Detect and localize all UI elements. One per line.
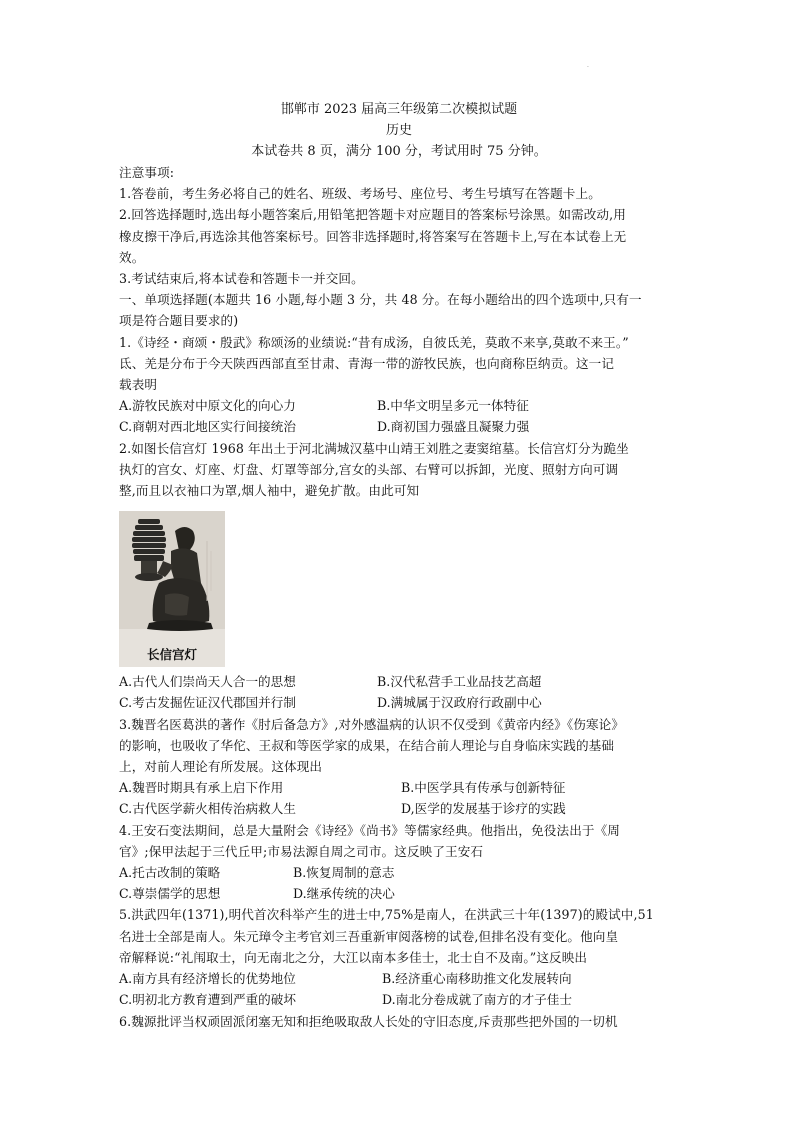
question-2-option-b: B.汉代私营手工业品技艺高超 [377, 674, 542, 690]
question-3-option-a: A.魏晋时期具有承上启下作用 [119, 780, 284, 796]
question-4-option-d: D.继承传统的决心 [293, 886, 395, 902]
question-3-option-b: B.中医学具有传承与创新特征 [401, 780, 566, 796]
question-1-text: 氐、羌是分布于今天陕西西部直至甘肃、青海一带的游牧民族，也向商称臣纳贡。这一记 [119, 355, 615, 371]
question-1-option-c: C.商朝对西北地区实行间接统治 [119, 419, 296, 435]
section-heading: 项是符合题目要求的) [119, 313, 239, 329]
question-4-text: 4.王安石变法期间，总是大量附会《诗经》《尚书》等儒家经典。他指出，免役法出于《周 [119, 822, 620, 838]
exam-subject: 历史 [385, 123, 412, 138]
question-5-option-c: C.明初北方教育遭到严重的破坏 [119, 992, 296, 1008]
question-2-options-row [119, 692, 679, 713]
question-4-options-row [119, 883, 679, 904]
notes-line: 橡皮擦干净后,再选涂其他答案标号。回答非选择题时,将答案写在答题卡上,写在本试卷上无 [119, 228, 627, 244]
question-4-text: 官》;保甲法起于三代丘甲;市易法源自周之司市。这反映了王安石 [119, 843, 484, 859]
changxin-palace-lamp-image [119, 511, 225, 667]
question-3-text: 的影响，也吸收了华佗、王叔和等医学家的成果，在结合前人理论与自身临床实践的基础 [119, 737, 615, 753]
question-1-option-a: A.游牧民族对中原文化的向心力 [119, 398, 296, 414]
question-2-option-a: A.古代人们崇尚天人合一的思想 [119, 674, 296, 690]
question-5-text: 名进士全部是南人。朱元璋令主考官刘三吾重新审阅落榜的试卷,但排名没有变化。他向皇 [119, 928, 619, 944]
exam-info: 本试卷共 8 页，满分 100 分，考试用时 75 分钟。 [251, 144, 547, 159]
question-3-text: 3.魏晋名医葛洪的著作《肘后备急方》,对外感温病的认识不仅受到《黄帝内经》《伤寒论》 [119, 716, 625, 732]
question-5-option-d: D.南北分卷成就了南方的才子佳士 [382, 992, 572, 1008]
question-2-text: 执灯的宫女、灯座、灯盘、灯罩等部分,宫女的头部、右臂可以拆卸，光度、照射方向可调 [119, 461, 619, 477]
question-1-option-d: D.商初国力强盛且凝聚力强 [377, 419, 530, 435]
exam-title: 邯郸市 2023 届高三年级第二次模拟试题 [280, 102, 518, 117]
question-3-options-row [119, 798, 679, 819]
question-3-option-c: C.古代医学薪火相传治病救人生 [119, 801, 296, 817]
question-1-text: 载表明 [119, 377, 158, 393]
question-2-option-d: D.满城属于汉政府行政副中心 [377, 695, 542, 711]
notes-line: 3.考试结束后,将本试卷和答题卡一并交回。 [119, 271, 364, 287]
lamp-caption: 长信宫灯 [146, 647, 197, 663]
question-5-option-b: B.经济重心南移助推文化发展转向 [382, 971, 572, 987]
question-1-option-b: B.中华文明呈多元一体特征 [377, 398, 529, 414]
question-4-option-a: A.托古改制的策略 [119, 865, 221, 881]
page-corner-mark: · [587, 64, 589, 71]
question-2-text: 2.如图长信宫灯 1968 年出土于河北满城汉墓中山靖王刘胜之妻窦绾墓。长信宫灯分为跪坐 [119, 440, 629, 456]
question-1-options-row [119, 416, 679, 437]
question-5-text: 5.洪武四年(1371),明代首次科举产生的进士中,75%是南人，在洪武三十年(1397)的殿试中,51 [119, 907, 654, 923]
question-4-options-row [119, 862, 679, 883]
question-3-option-d: D,医学的发展基于诊疗的实践 [401, 801, 566, 817]
question-4-option-b: B.恢复周制的意志 [293, 865, 395, 881]
notes-line: 2.回答选择题时,选出每小题答案后,用铅笔把答题卡对应题目的答案标号涂黑。如需改动,用 [119, 207, 626, 223]
question-2-option-c: C.考古发掘佐证汉代郡国并行制 [119, 695, 296, 711]
question-4-option-c: C.尊崇儒学的思想 [119, 886, 221, 902]
question-6-text: 6.魏源批评当权顽固派闭塞无知和拒绝吸取敌人长处的守旧态度,斥责那些把外国的一切机 [119, 1013, 618, 1029]
question-1-options-row [119, 395, 679, 416]
section-heading: 一、单项选择题(本题共 16 小题,每小题 3 分，共 48 分。在每小题给出的四个选项中,只有一 [119, 292, 642, 308]
question-5-option-a: A.南方具有经济增长的优势地位 [119, 971, 296, 987]
notes-heading: 注意事项: [119, 165, 175, 180]
question-3-text: 上，对前人理论有所发展。这体现出 [119, 759, 323, 775]
notes-line: 效。 [119, 249, 145, 265]
question-2-text: 整,而且以衣袖口为罩,烟人袖中，避免扩散。由此可知 [119, 483, 420, 499]
lamp-illustration [119, 511, 225, 667]
question-1-text: 1.《诗经・商颂・殷武》称颂汤的业绩说:“昔有成汤，自彼氐羌，莫敢不来享,莫敢不来王。” [119, 334, 629, 350]
notes-line: 1.答卷前，考生务必将自己的姓名、班级、考场号、座位号、考生号填写在答题卡上。 [119, 186, 601, 202]
question-2-options-row [119, 671, 679, 692]
question-5-options-row [119, 989, 679, 1010]
question-3-options-row [119, 777, 679, 798]
exam-page [119, 99, 679, 1032]
question-5-options-row [119, 968, 679, 989]
question-5-text: 帝解释说:“礼闱取士，向无南北之分，大江以南本多佳士，北士自不及南。”这反映出 [119, 949, 588, 965]
